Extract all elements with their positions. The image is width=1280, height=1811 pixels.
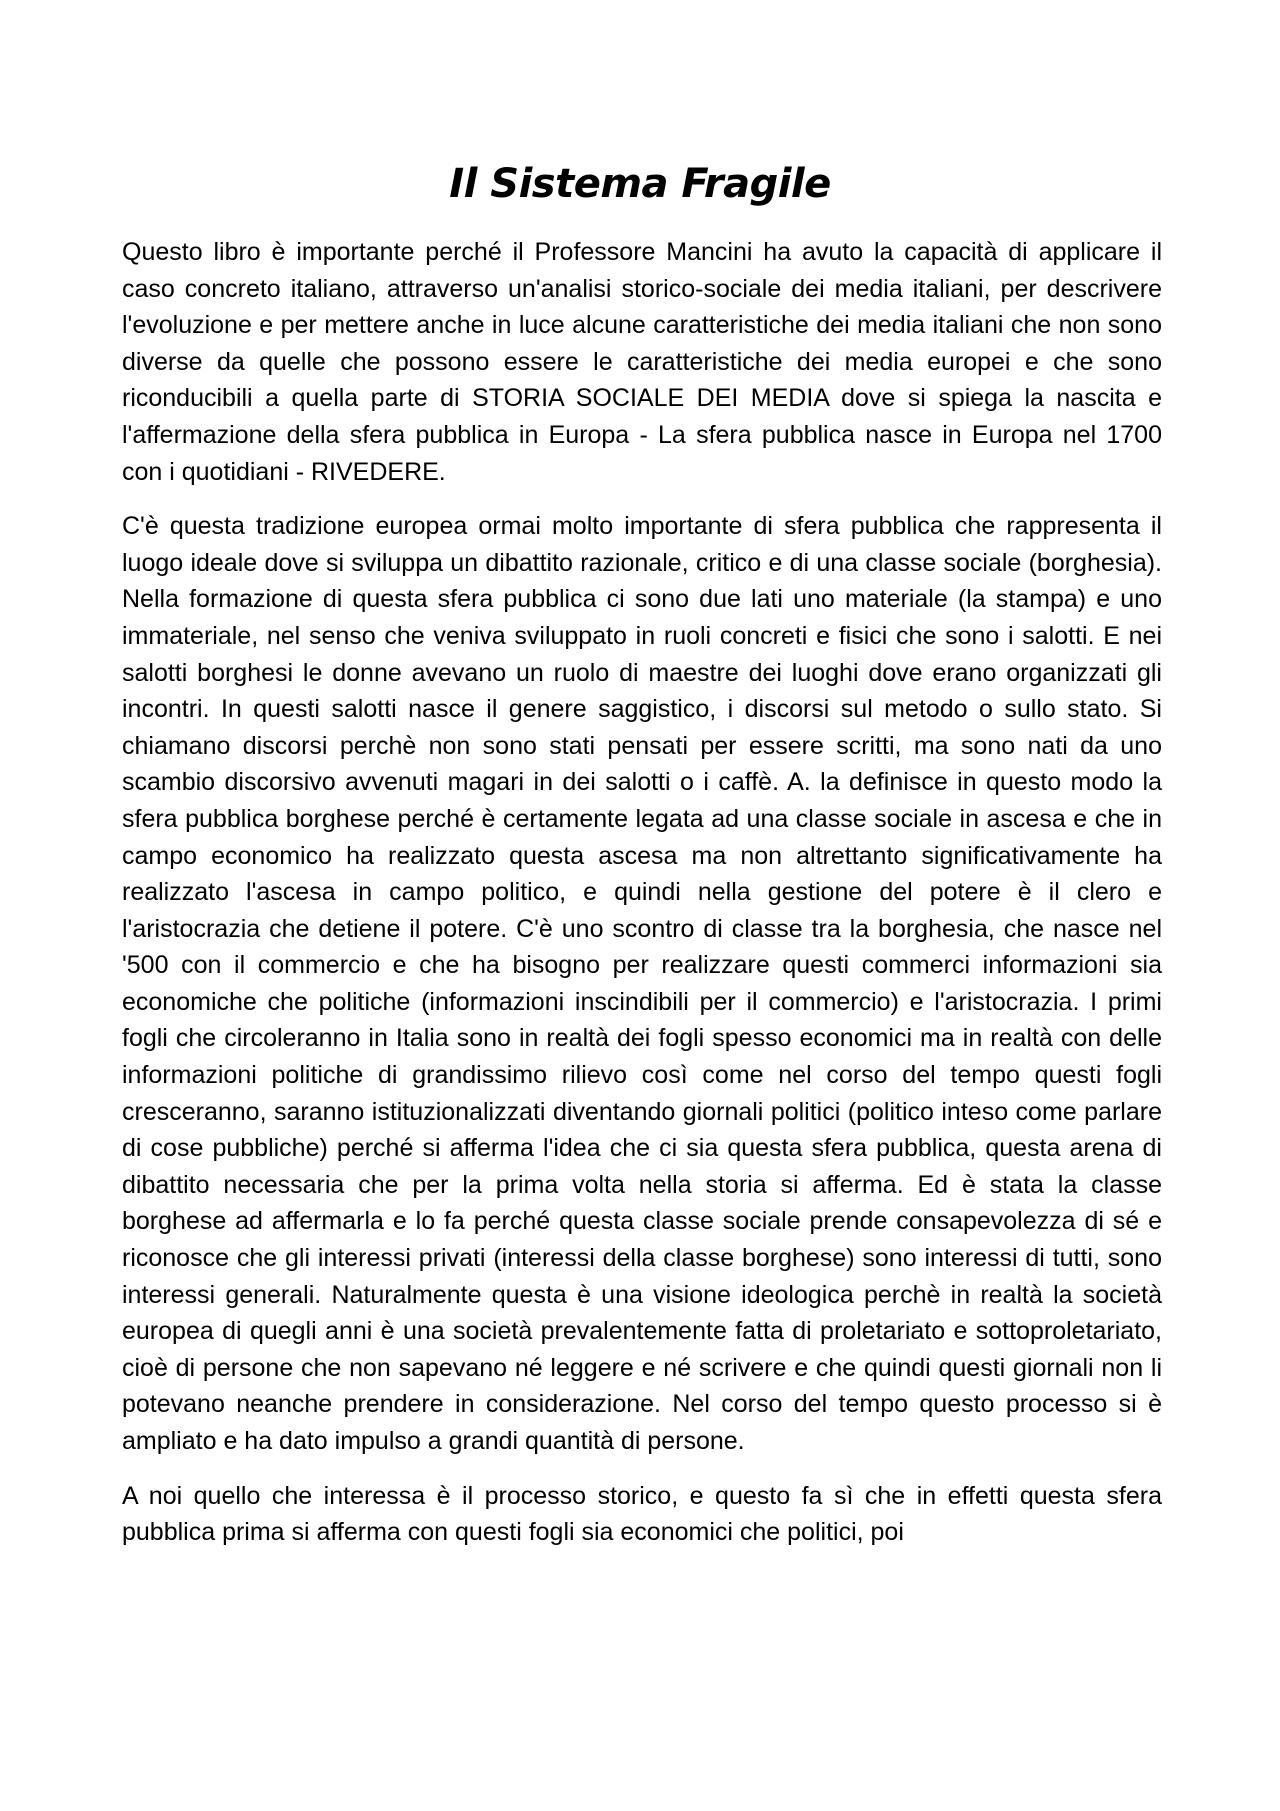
document-title: Il Sistema Fragile [449, 161, 831, 207]
document-body [122, 234, 1162, 1569]
paragraph-2: C'è questa tradizione europea ormai molto importante di sfera pubblica che rappresenta il luogo ideale dove si sviluppa un dibattito razionale, critico e di una classe sociale (borghesia). Nella formazione di questa sfera pubblica ci sono due lati uno materiale (la stampa) e uno immateriale, nel senso che veniva sviluppato in ruoli concreti e fisici che sono i salotti. E nei salotti borghesi le donne avevano un ruolo di maestre dei luoghi dove erano organizzati gli incontri. In questi salotti nasce il genere saggistico, i discorsi sul metodo o sullo stato. Si chiamano discorsi perchè non sono stati pensati per essere scritti, ma sono nati da uno scambio discorsivo avvenuti magari in dei salotti o i caffè. A. la definisce in questo modo la sfera pubblica borghese perché è certamente legata ad una classe sociale in ascesa e che in campo economico ha realizzato questa ascesa ma non altrettanto significativamente ha realizzato l'ascesa in campo politico, e quindi nella gestione del potere è il clero e l'aristocrazia che detiene il potere. C'è uno scontro di classe tra la borghesia, che nasce nel '500 con il commercio e che ha bisogno per realizzare questi commerci informazioni sia economiche che politiche (informazioni inscindibili per il commercio) e l'aristocrazia. I primi fogli che circoleranno in Italia sono in realtà dei fogli spesso economici ma in realtà con delle informazioni politiche di grandissimo rilievo così come nel corso del tempo questi fogli cresceranno, saranno istituzionalizzati diventando giornali politici (politico inteso come parlare di cose pubbliche) perché si afferma l'idea che ci sia questa sfera pubblica, questa arena di dibattito necessaria che per la prima volta nella storia si afferma. Ed è stata la classe borghese ad affermarla e lo fa perché questa classe sociale prende consapevolezza di sé e riconosce che gli interessi privati (interessi della classe borghese) sono interessi di tutti, sono interessi generali. Naturalmente questa è una visione ideologica perchè in realtà la società europea di quegli anni è una società prevalentemente fatta di proletariato e sottoproletariato, cioè di persone che non sapevano né leggere e né scrivere e che quindi questi giornali non li potevano neanche prendere in considerazione. Nel corso del tempo questo processo si è ampliato e ha dato impulso a grandi quantità di persone. [122, 512, 1162, 1455]
paragraph-1: Questo libro è importante perché il Professore Mancini ha avuto la capacità di applicare il caso concreto italiano, attraverso un'analisi storico-sociale dei media italiani, per descrivere l'evoluzione e per mettere anche in luce alcune caratteristiche dei media italiani che non sono diverse da quelle che possono essere le caratteristiche dei media europei e che sono riconducibili a quella parte di STORIA SOCIALE DEI MEDIA dove si spiega la nascita e l'affermazione della sfera pubblica in Europa - La sfera pubblica nasce in Europa nel 1700 con i quotidiani - RIVEDERE. [122, 238, 1162, 486]
paragraph-3: A noi quello che interessa è il processo storico, e questo fa sì che in effetti questa sfera pubblica prima si afferma con questi fogli sia economici che politici, poi [122, 1481, 1162, 1547]
